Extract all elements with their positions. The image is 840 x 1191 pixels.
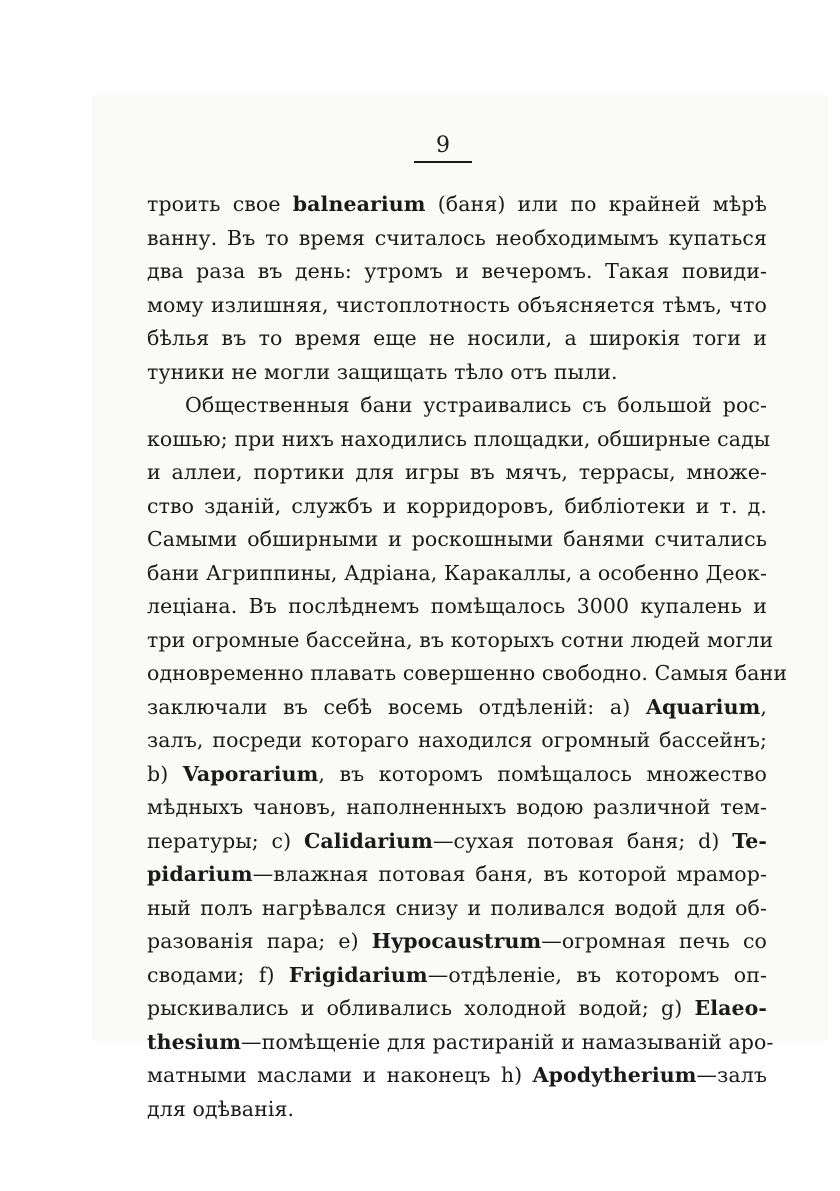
text-run: —помѣщеніе для растираній и намазываній аро- bbox=[241, 1029, 774, 1054]
text-line bbox=[147, 356, 767, 390]
text-run: пературы; c) bbox=[147, 828, 304, 853]
text-run: рыскивались и обливались холодной водой; g) bbox=[147, 996, 695, 1020]
text-run: —огромная печь со bbox=[541, 929, 767, 953]
page-number-rule bbox=[414, 161, 472, 163]
bold-term: Aquarium bbox=[645, 694, 761, 719]
text-line bbox=[147, 456, 767, 490]
text-line bbox=[147, 657, 788, 691]
text-run: матными маслами и наконецъ h) bbox=[147, 1063, 533, 1087]
text-line bbox=[147, 255, 767, 289]
text-line bbox=[147, 825, 767, 859]
page-number: 9 bbox=[436, 133, 450, 158]
text-run: (баня) или по крайней мѣрѣ bbox=[425, 192, 767, 216]
text-run: три огромные бассейна, въ которыхъ сотни людей могли bbox=[147, 627, 774, 652]
text-line bbox=[147, 1059, 767, 1093]
text-line bbox=[147, 389, 767, 423]
text-run: мѣдныхъ чановъ, наполненныхъ водою различной тем- bbox=[147, 795, 767, 819]
text-run: бѣлья въ то время еще не носили, а широкія тоги и bbox=[147, 326, 767, 350]
text-run: —влажная потовая баня, въ которой мрамор- bbox=[252, 862, 767, 886]
bold-term: Elaeo- bbox=[694, 996, 767, 1020]
text-run: ный полъ нагрѣвался снизу и поливался водой для об- bbox=[147, 895, 767, 920]
text-line bbox=[147, 624, 774, 658]
text-line bbox=[147, 691, 767, 725]
text-run: ванну. Въ то время считалось необходимымъ купаться bbox=[147, 225, 767, 250]
text-run: кошью; при нихъ находились площадки, обширные сады bbox=[147, 426, 771, 451]
text-run: троить свое bbox=[147, 192, 293, 216]
bold-term: Hypocaustrum bbox=[371, 929, 542, 953]
text-run: туники не могли защищать тѣло отъ пыли. bbox=[147, 359, 618, 384]
body-text bbox=[147, 188, 788, 1126]
text-run: для одѣванія. bbox=[147, 1096, 295, 1121]
text-run: , bbox=[760, 694, 767, 719]
text-run: одновременно плавать совершенно свободно. Самыя бани bbox=[147, 661, 788, 685]
bold-term: Apodytherium bbox=[532, 1063, 697, 1087]
text-line bbox=[147, 188, 767, 222]
text-line bbox=[147, 523, 767, 557]
text-run: , въ которомъ помѣщалось множество bbox=[318, 761, 767, 786]
text-line bbox=[147, 858, 767, 892]
text-run: —залъ bbox=[696, 1063, 767, 1087]
bold-term: thesium bbox=[147, 1029, 242, 1054]
text-line bbox=[147, 892, 767, 926]
text-run: бани Агриппины, Адріана, Каракаллы, а особенно Деок- bbox=[147, 560, 767, 585]
text-line bbox=[147, 959, 767, 993]
text-line bbox=[147, 992, 767, 1026]
text-line bbox=[147, 791, 767, 825]
text-line bbox=[147, 423, 771, 457]
text-line bbox=[147, 758, 767, 792]
text-run: заключали въ себѣ восемь отдѣленій: a) bbox=[147, 694, 646, 719]
text-run: разованія пара; e) bbox=[147, 929, 372, 953]
text-line bbox=[147, 724, 767, 758]
text-line bbox=[147, 1026, 774, 1060]
text-line bbox=[147, 925, 767, 959]
text-run: сводами; f) bbox=[147, 962, 289, 987]
text-run: Общественныя бани устраивались съ большой рос- bbox=[185, 393, 767, 417]
bold-term: Vaporarium bbox=[182, 761, 319, 786]
bold-term: Frigidarium bbox=[288, 962, 428, 987]
bold-term: Calidarium bbox=[303, 828, 433, 853]
bold-term: Te- bbox=[732, 828, 767, 853]
text-line bbox=[147, 557, 767, 591]
text-run: b) bbox=[147, 761, 183, 786]
text-line bbox=[147, 490, 767, 524]
text-run: —сухая потовая баня; d) bbox=[432, 828, 733, 853]
bold-term: pidarium bbox=[147, 862, 253, 886]
text-line bbox=[147, 1093, 767, 1127]
text-line bbox=[147, 289, 767, 323]
text-line bbox=[147, 322, 767, 356]
text-line bbox=[147, 222, 767, 256]
text-run: —отдѣленіе, въ которомъ оп- bbox=[427, 962, 767, 987]
text-run: ство зданій, службъ и корридоровъ, библіотеки и т. д. bbox=[147, 493, 767, 518]
text-run: и аллеи, портики для игры въ мячъ, террасы, множе- bbox=[147, 460, 767, 484]
text-run: Самыми обширными и роскошными банями считались bbox=[147, 527, 767, 551]
text-run: залъ, посреди котораго находился огромный бассейнъ; bbox=[147, 728, 767, 752]
text-run: два раза въ день: утромъ и вечеромъ. Такая повиди- bbox=[147, 259, 767, 283]
text-run: леціана. Въ послѣднемъ помѣщалось 3000 купалень и bbox=[147, 594, 767, 618]
bold-term: balnearium bbox=[292, 192, 426, 216]
text-line bbox=[147, 590, 767, 624]
text-run: мому излишняя, чистоплотность объясняется тѣмъ, что bbox=[147, 292, 767, 317]
